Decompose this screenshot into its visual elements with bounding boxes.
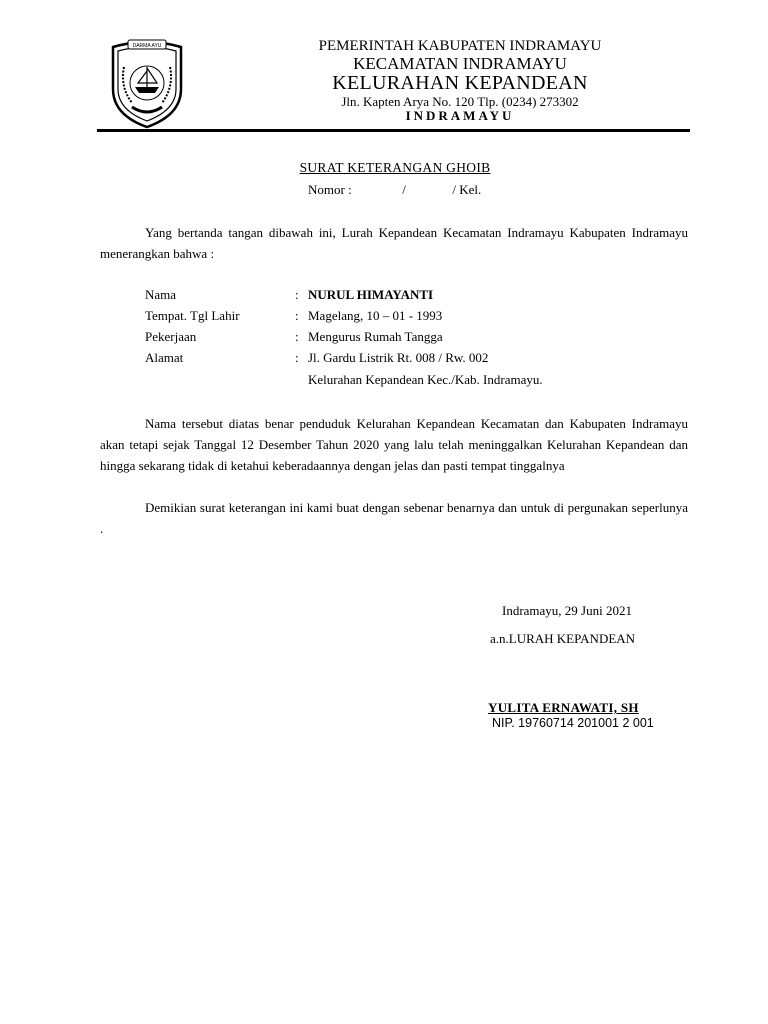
svg-text:DARMA AYU: DARMA AYU	[132, 43, 162, 49]
field-value-name: NURUL HIMAYANTI	[308, 287, 434, 302]
letterhead-village: KELURAHAN KEPANDEAN	[332, 72, 588, 94]
letterhead-address: Jln. Kapten Arya No. 120 Tlp. (0234) 273302	[341, 94, 579, 109]
field-colon: :	[295, 329, 299, 344]
field-colon: :	[295, 287, 299, 302]
letter-number-label: Nomor :	[308, 182, 352, 197]
field-label-name: Nama	[145, 287, 177, 302]
letterhead-government: PEMERINTAH KABUPATEN INDRAMAYU	[318, 38, 602, 54]
body-paragraph-1: Nama tersebut diatas benar penduduk Kelurahan Kepandean Kecamatan dan Kabupaten Indramayu akan tetapi sejak Tanggal 12 Desember Tahun 2020 yang lalu telah meninggalkan Kelurahan Kepandean dan hingga sekarang tidak di ketahui keberadaannya dengan jelas dan pasti tempat tinggalnya	[100, 416, 688, 473]
field-label-occupation: Pekerjaan	[145, 329, 197, 344]
field-value-occupation: Mengurus Rumah Tangga	[308, 329, 443, 344]
field-colon: :	[295, 350, 299, 365]
signature-on-behalf: a.n.LURAH KEPANDEAN	[490, 631, 636, 646]
field-value-address: Jl. Gardu Listrik Rt. 008 / Rw. 002	[308, 350, 489, 365]
signatory-name: YULITA ERNAWATI, SH	[488, 700, 639, 715]
letter-number	[308, 182, 481, 198]
signatory-nip: NIP. 19760714 201001 2 001	[492, 716, 654, 730]
kabupaten-emblem-icon	[108, 37, 186, 129]
intro-paragraph: Yang bertanda tangan dibawah ini, Lurah Kepandean Kecamatan Indramayu Kabupaten Indramayu menerangkan bahwa :	[100, 225, 688, 261]
field-value-birth: Magelang, 10 – 01 - 1993	[308, 308, 443, 323]
field-label-address: Alamat	[145, 350, 184, 365]
letter-title: SURAT KETERANGAN GHOIB	[299, 160, 491, 175]
field-label-birth: Tempat. Tgl Lahir	[145, 308, 240, 323]
field-value-address-line2: Kelurahan Kepandean Kec./Kab. Indramayu.	[308, 372, 543, 387]
letterhead-district: KECAMATAN INDRAMAYU	[353, 54, 567, 73]
field-colon: :	[295, 308, 299, 323]
letterhead-divider	[97, 129, 690, 132]
letter-number-sep2: / Kel.	[452, 182, 482, 197]
letter-number-sep1: /	[402, 182, 406, 197]
letterhead-city: INDRAMAYU	[405, 108, 515, 123]
body-paragraph-2: Demikian surat keterangan ini kami buat dengan sebenar benarnya dan untuk di pergunakan seperlunya .	[100, 500, 688, 536]
signature-place-date: Indramayu, 29 Juni 2021	[502, 603, 632, 618]
